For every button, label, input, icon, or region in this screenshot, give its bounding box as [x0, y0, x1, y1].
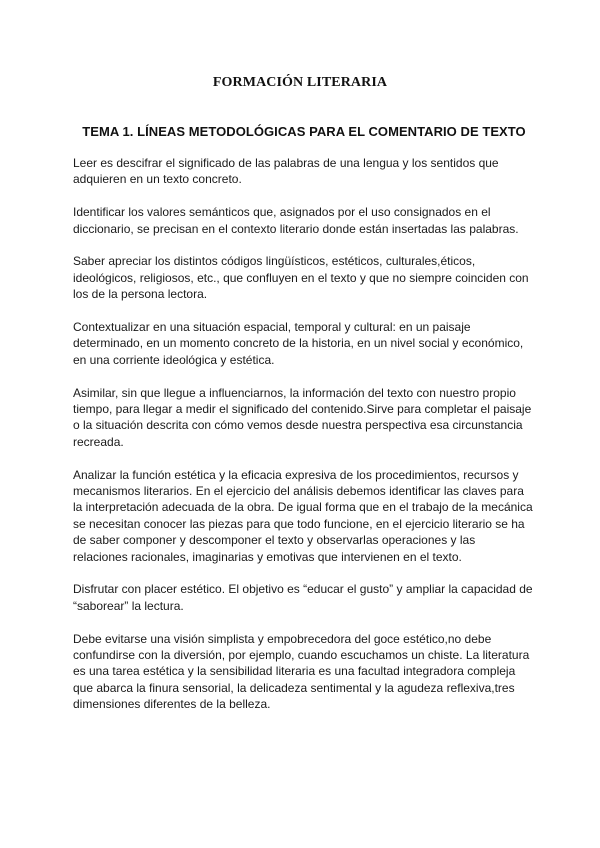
section-title: TEMA 1. LÍNEAS METODOLÓGICAS PARA EL COMENTARIO DE TEXTO [82, 124, 526, 139]
paragraph: Asimilar, sin que llegue a influenciarnos, la información del texto con nuestro propio tiempo, para llegar a medir el significado del contenido.Sirve para completar el paisaje o la situación descrita con cómo vemos desde nuestra perspectiva esa circunstancia recreada. [73, 385, 532, 449]
document-body [73, 155, 533, 729]
paragraph: Saber apreciar los distintos códigos lingüísticos, estéticos, culturales,éticos, ideológicos, religiosos, etc., que confluyen en el texto y que no siempre coinciden con los de la persona lectora. [73, 254, 529, 302]
document-title: FORMACIÓN LITERARIA [212, 75, 388, 90]
paragraph: Debe evitarse una visión simplista y empobrecedora del goce estético,no debe confundirse con la diversión, por ejemplo, cuando escuchamos un chiste. La literatura es una tarea estética y la sensibilidad literaria es una facultad integradora compleja que abarca la finura sensorial, la delicadeza sentimental y la agudeza reflexiva,tres dimensiones diferentes de la belleza. [73, 631, 530, 712]
paragraph: Identificar los valores semánticos que, asignados por el uso consignados en el diccionario, se precisan en el contexto literario donde están insertadas las palabras. [73, 205, 519, 236]
paragraph: Leer es descifrar el significado de las palabras de una lengua y los sentidos que adquieren en un texto concreto. [73, 156, 499, 187]
paragraph: Analizar la función estética y la eficacia expresiva de los procedimientos, recursos y mecanismos literarios. En el ejercicio del análisis debemos identificar las claves para la interpretación adecuada de la obra. De igual forma que en el trabajo de la mecánica se necesitan conocer las piezas para que todo funcione, en el ejercicio literario se ha de saber componer y descomponer el texto y observarlas operaciones y las relaciones racionales, imaginarias y emotivas que intervienen en el texto. [73, 467, 533, 564]
paragraph: Contextualizar en una situación espacial, temporal y cultural: en un paisaje determinado, en un momento concreto de la historia, en un nivel social y económico, en una corriente ideológica y estética. [73, 320, 524, 367]
paragraph: Disfrutar con placer estético. El objetivo es “educar el gusto” y ampliar la capacidad de “saborear” la lectura. [73, 582, 533, 613]
